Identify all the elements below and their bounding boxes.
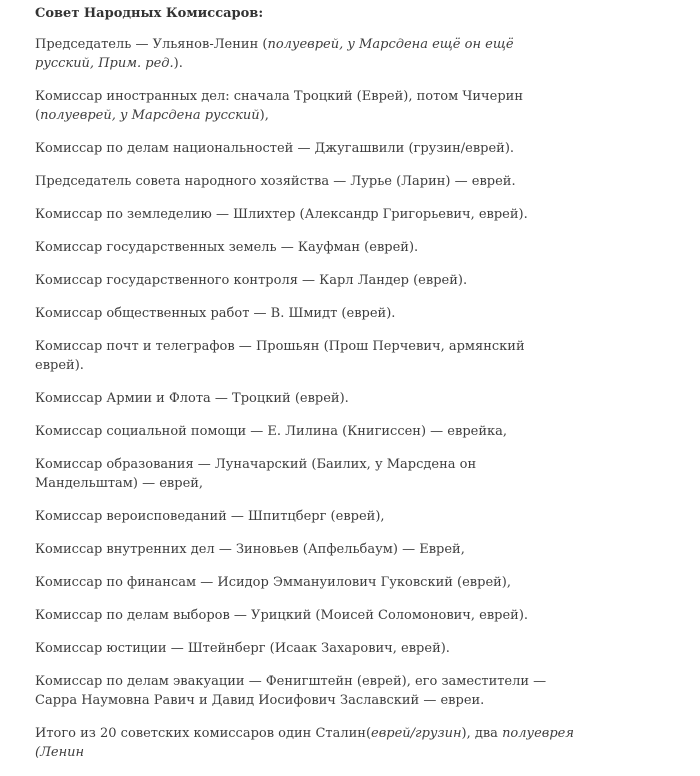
paragraph-army-navy: Комиссар Армии и Флота — Троцкий (еврей). (35, 391, 349, 406)
paragraph-finance: Комиссар по финансам — Исидор Эммануилович Гуковский (еврей), (35, 575, 512, 590)
paragraph-state-control: Комиссар государственного контроля — Карл Ландер (еврей). (35, 273, 468, 288)
paragraph-elections: Комиссар по делам выборов — Урицкий (Моисей Соломонович, еврей). (35, 608, 529, 623)
paragraph-text: ), два (461, 726, 503, 741)
paragraph-italic-note: полуеврея (Ленин (35, 726, 574, 760)
paragraph-text: Комиссар иностранных дел: сначала Троцкий (Еврей), потом Чичерин ( (35, 89, 523, 123)
paragraph-nationalities: Комиссар по делам национальностей — Джугашвили (грузин/еврей). (35, 141, 515, 156)
paragraph-education: Комиссар образования — Луначарский (Баилих, у Марсдена он Мандельштам) — еврей, (35, 457, 477, 491)
paragraph-social-aid: Комиссар социальной помощи — Е. Лилина (Книгиссен) — еврейка, (35, 424, 508, 439)
paragraph-text: ). (173, 56, 183, 71)
paragraph-italic-note: полуеврей, у Марсдена ещё он ещё русский, Прим. ред. (35, 37, 514, 71)
paragraph-chairman (35, 35, 575, 73)
paragraph-justice: Комиссар юстиции — Штейнберг (Исаак Захарович, еврей). (35, 641, 450, 656)
paragraph-religion: Комиссар вероисповеданий — Шпитцберг (еврей), (35, 509, 385, 524)
paragraph-evacuation: Комиссар по делам эвакуации — Фенигштейн (еврей), его заместители — Сарра Наумовна Равич и Давид Иосифович Заславский — евреи. (35, 674, 547, 708)
section-heading: Совет Народных Комиссаров: (35, 6, 264, 21)
paragraph-italic-note: полуеврей, у Марсдена русский (40, 108, 260, 123)
paragraph-text: ), (259, 108, 269, 123)
paragraph-economy: Председатель совета народного хозяйства — Лурье (Ларин) — еврей. (35, 174, 516, 189)
paragraph-state-lands: Комиссар государственных земель — Кауфман (еврей). (35, 240, 419, 255)
paragraph-post-telegraph: Комиссар почт и телеграфов — Прошьян (Прош Перчевич, армянский еврей). (35, 339, 525, 373)
paragraph-italic-note: еврей/грузин (371, 726, 462, 741)
paragraph-agriculture: Комиссар по земледелию — Шлихтер (Александр Григорьевич, еврей). (35, 207, 528, 222)
paragraph-summary (35, 724, 575, 762)
paragraph-foreign-affairs (35, 87, 575, 125)
paragraph-text: Председатель — Ульянов-Ленин ( (35, 37, 268, 52)
paragraph-public-works: Комиссар общественных работ — В. Шмидт (еврей). (35, 306, 396, 321)
paragraph-internal-affairs: Комиссар внутренних дел — Зиновьев (Апфельбаум) — Еврей, (35, 542, 465, 557)
article-body (35, 4, 575, 776)
paragraph-text: Итого из 20 советских комиссаров один Сталин( (35, 726, 372, 741)
